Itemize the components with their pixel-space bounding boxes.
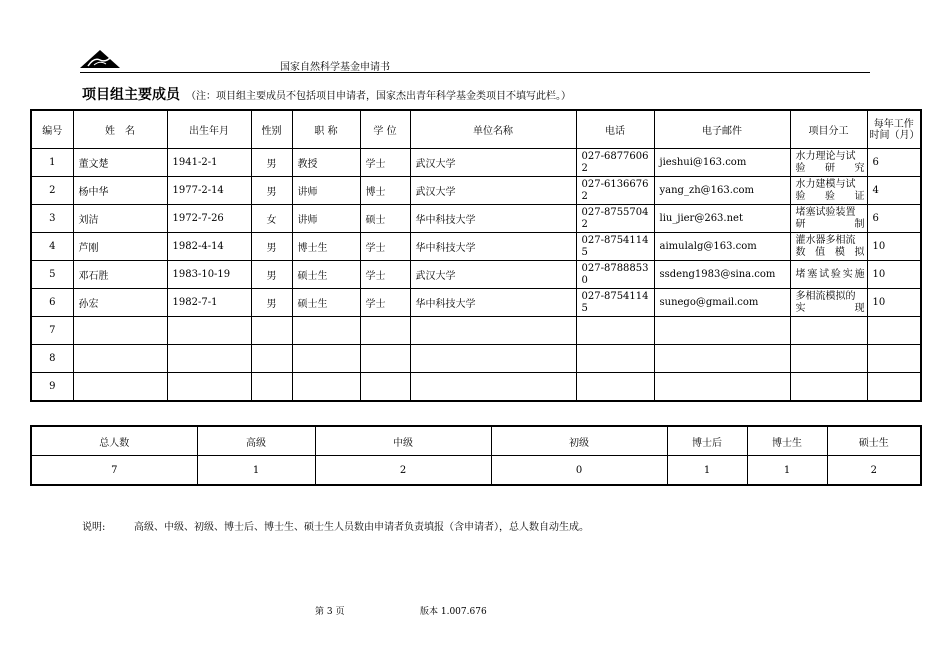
section-title: 项目组主要成员	[82, 87, 180, 103]
cell-member-name[interactable]: 杨中华	[73, 177, 167, 205]
section-note: （注：项目组主要成员不包括项目申请者，国家杰出青年科学基金类项目不填写此栏。）	[186, 91, 571, 102]
header-phone: 电话	[576, 110, 654, 149]
members-table	[30, 109, 922, 402]
cell-degree[interactable]: 学士	[360, 233, 410, 261]
cell-gender[interactable]: 男	[251, 261, 292, 289]
cell-task[interactable]: 水力建模与试验验证	[790, 177, 867, 205]
section-heading	[82, 84, 571, 104]
cell-gender[interactable]	[251, 317, 292, 345]
cell-email[interactable]	[654, 345, 790, 373]
header-work-months: 每年工作时间（月）	[867, 110, 921, 149]
cell-title[interactable]: 硕士生	[292, 289, 360, 317]
cell-birth-date[interactable]: 1941-2-1	[167, 149, 251, 177]
cell-work-months[interactable]: 10	[867, 261, 921, 289]
cell-work-months[interactable]: 10	[867, 233, 921, 261]
header-gender: 性别	[251, 110, 292, 149]
cell-degree[interactable]	[360, 345, 410, 373]
version-label: 版本 1.007.676	[420, 607, 487, 617]
summary-header-cell: 博士后	[667, 426, 747, 456]
member-row	[31, 373, 921, 402]
summary-value-cell[interactable]: 0	[491, 456, 667, 486]
summary-header-cell: 博士生	[747, 426, 827, 456]
cell-member-id[interactable]: 8	[31, 345, 73, 373]
summary-header-cell: 中级	[315, 426, 491, 456]
cell-member-name[interactable]: 孙宏	[73, 289, 167, 317]
cell-work-months[interactable]: 6	[867, 205, 921, 233]
member-row	[31, 177, 921, 205]
member-row	[31, 261, 921, 289]
member-row	[31, 205, 921, 233]
summary-header-cell: 初级	[491, 426, 667, 456]
nsfc-triangle-logo-icon	[80, 48, 120, 70]
summary-header-cell: 高级	[197, 426, 315, 456]
cell-phone[interactable]: 027-87888530	[576, 261, 654, 289]
cell-birth-date[interactable]: 1972-7-26	[167, 205, 251, 233]
cell-gender[interactable]	[251, 373, 292, 402]
cell-gender[interactable]: 男	[251, 289, 292, 317]
cell-member-name[interactable]: 董文楚	[73, 149, 167, 177]
cell-degree[interactable]: 学士	[360, 261, 410, 289]
cell-work-months[interactable]: 4	[867, 177, 921, 205]
cell-task[interactable]: 多相流模拟的实现	[790, 289, 867, 317]
cell-gender[interactable]: 女	[251, 205, 292, 233]
cell-task[interactable]: 水力理论与试验研究	[790, 149, 867, 177]
cell-phone[interactable]	[576, 345, 654, 373]
cell-member-name[interactable]	[73, 373, 167, 402]
header-birth-date: 出生年月	[167, 110, 251, 149]
cell-birth-date[interactable]	[167, 317, 251, 345]
summary-value-cell[interactable]: 1	[747, 456, 827, 486]
member-row	[31, 345, 921, 373]
summary-value-cell[interactable]: 1	[197, 456, 315, 486]
cell-email[interactable]: aimulalg@163.com	[654, 233, 790, 261]
cell-email[interactable]: sunego@gmail.com	[654, 289, 790, 317]
cell-birth-date[interactable]	[167, 345, 251, 373]
cell-degree[interactable]	[360, 373, 410, 402]
cell-email[interactable]: yang_zh@163.com	[654, 177, 790, 205]
member-row	[31, 289, 921, 317]
cell-degree[interactable]	[360, 317, 410, 345]
cell-member-id[interactable]: 6	[31, 289, 73, 317]
header-member-id: 编号	[31, 110, 73, 149]
cell-degree[interactable]: 学士	[360, 149, 410, 177]
cell-email[interactable]: ssdeng1983@sina.com	[654, 261, 790, 289]
cell-member-name[interactable]	[73, 317, 167, 345]
cell-gender[interactable]: 男	[251, 177, 292, 205]
cell-task[interactable]	[790, 317, 867, 345]
cell-title[interactable]	[292, 345, 360, 373]
cell-phone[interactable]	[576, 317, 654, 345]
summary-table	[30, 425, 922, 486]
member-row	[31, 233, 921, 261]
header-divider	[80, 72, 870, 73]
cell-title[interactable]	[292, 317, 360, 345]
cell-phone[interactable]: 027-87557042	[576, 205, 654, 233]
cell-member-id[interactable]: 1	[31, 149, 73, 177]
member-row	[31, 317, 921, 345]
cell-degree[interactable]: 硕士	[360, 205, 410, 233]
header-member-name: 姓 名	[73, 110, 167, 149]
member-row	[31, 149, 921, 177]
cell-birth-date[interactable]: 1983-10-19	[167, 261, 251, 289]
remark-text: 高级、中级、初级、博士后、博士生、硕士生人员数由申请者负责填报（含申请者），总人数自动生成。	[134, 522, 589, 533]
cell-phone[interactable]: 027-87541145	[576, 233, 654, 261]
cell-phone[interactable]	[576, 373, 654, 402]
cell-organization[interactable]	[410, 373, 576, 402]
cell-title[interactable]: 博士生	[292, 233, 360, 261]
cell-organization[interactable]: 华中科技大学	[410, 289, 576, 317]
cell-gender[interactable]: 男	[251, 233, 292, 261]
header-email: 电子邮件	[654, 110, 790, 149]
cell-member-id[interactable]: 3	[31, 205, 73, 233]
document-header-title: 国家自然科学基金申请书	[280, 62, 390, 73]
remark-label: 说明:	[82, 522, 106, 533]
cell-birth-date[interactable]: 1982-4-14	[167, 233, 251, 261]
header-task: 项目分工	[790, 110, 867, 149]
cell-title[interactable]: 讲师	[292, 177, 360, 205]
summary-header-cell: 硕士生	[827, 426, 921, 456]
summary-header-cell: 总人数	[31, 426, 197, 456]
cell-organization[interactable]	[410, 345, 576, 373]
cell-member-id[interactable]: 5	[31, 261, 73, 289]
cell-work-months[interactable]	[867, 373, 921, 402]
cell-birth-date[interactable]: 1982-7-1	[167, 289, 251, 317]
summary-value-cell[interactable]: 1	[667, 456, 747, 486]
cell-member-name[interactable]: 刘洁	[73, 205, 167, 233]
cell-member-name[interactable]	[73, 345, 167, 373]
summary-value-cell[interactable]: 2	[827, 456, 921, 486]
cell-member-id[interactable]: 2	[31, 177, 73, 205]
cell-email[interactable]	[654, 373, 790, 402]
cell-task[interactable]: 灌水器多相流数值模拟	[790, 233, 867, 261]
cell-degree[interactable]: 博士	[360, 177, 410, 205]
cell-member-id[interactable]: 4	[31, 233, 73, 261]
cell-birth-date[interactable]: 1977-2-14	[167, 177, 251, 205]
summary-value-row	[31, 456, 921, 486]
cell-organization[interactable]: 武汉大学	[410, 261, 576, 289]
cell-phone[interactable]: 027-61366762	[576, 177, 654, 205]
summary-value-cell[interactable]: 7	[31, 456, 197, 486]
cell-task[interactable]: 堵塞试验装置研制	[790, 205, 867, 233]
cell-degree[interactable]: 学士	[360, 289, 410, 317]
header-degree: 学 位	[360, 110, 410, 149]
cell-email[interactable]	[654, 317, 790, 345]
cell-organization[interactable]: 华中科技大学	[410, 233, 576, 261]
page-number: 第 3 页	[315, 607, 345, 617]
cell-work-months[interactable]: 10	[867, 289, 921, 317]
cell-organization[interactable]: 武汉大学	[410, 149, 576, 177]
cell-member-id[interactable]: 9	[31, 373, 73, 402]
cell-title[interactable]: 硕士生	[292, 261, 360, 289]
cell-email[interactable]: liu_jier@263.net	[654, 205, 790, 233]
cell-work-months[interactable]	[867, 345, 921, 373]
cell-phone[interactable]: 027-87541145	[576, 289, 654, 317]
cell-organization[interactable]: 华中科技大学	[410, 205, 576, 233]
summary-header-row	[31, 426, 921, 456]
header-organization: 单位名称	[410, 110, 576, 149]
header-title: 职 称	[292, 110, 360, 149]
cell-gender[interactable]: 男	[251, 149, 292, 177]
cell-task[interactable]	[790, 345, 867, 373]
cell-organization[interactable]: 武汉大学	[410, 177, 576, 205]
summary-value-cell[interactable]: 2	[315, 456, 491, 486]
cell-work-months[interactable]	[867, 317, 921, 345]
cell-title[interactable]	[292, 373, 360, 402]
cell-birth-date[interactable]	[167, 373, 251, 402]
cell-member-name[interactable]: 芦刚	[73, 233, 167, 261]
cell-email[interactable]: jieshui@163.com	[654, 149, 790, 177]
cell-gender[interactable]	[251, 345, 292, 373]
cell-task[interactable]	[790, 373, 867, 402]
members-header-row	[31, 110, 921, 149]
cell-title[interactable]: 讲师	[292, 205, 360, 233]
cell-organization[interactable]	[410, 317, 576, 345]
cell-task[interactable]: 堵塞试验实施	[790, 261, 867, 289]
cell-phone[interactable]: 027-68776062	[576, 149, 654, 177]
cell-member-name[interactable]: 邓石胜	[73, 261, 167, 289]
remark	[82, 518, 589, 533]
cell-member-id[interactable]: 7	[31, 317, 73, 345]
cell-work-months[interactable]: 6	[867, 149, 921, 177]
cell-title[interactable]: 教授	[292, 149, 360, 177]
